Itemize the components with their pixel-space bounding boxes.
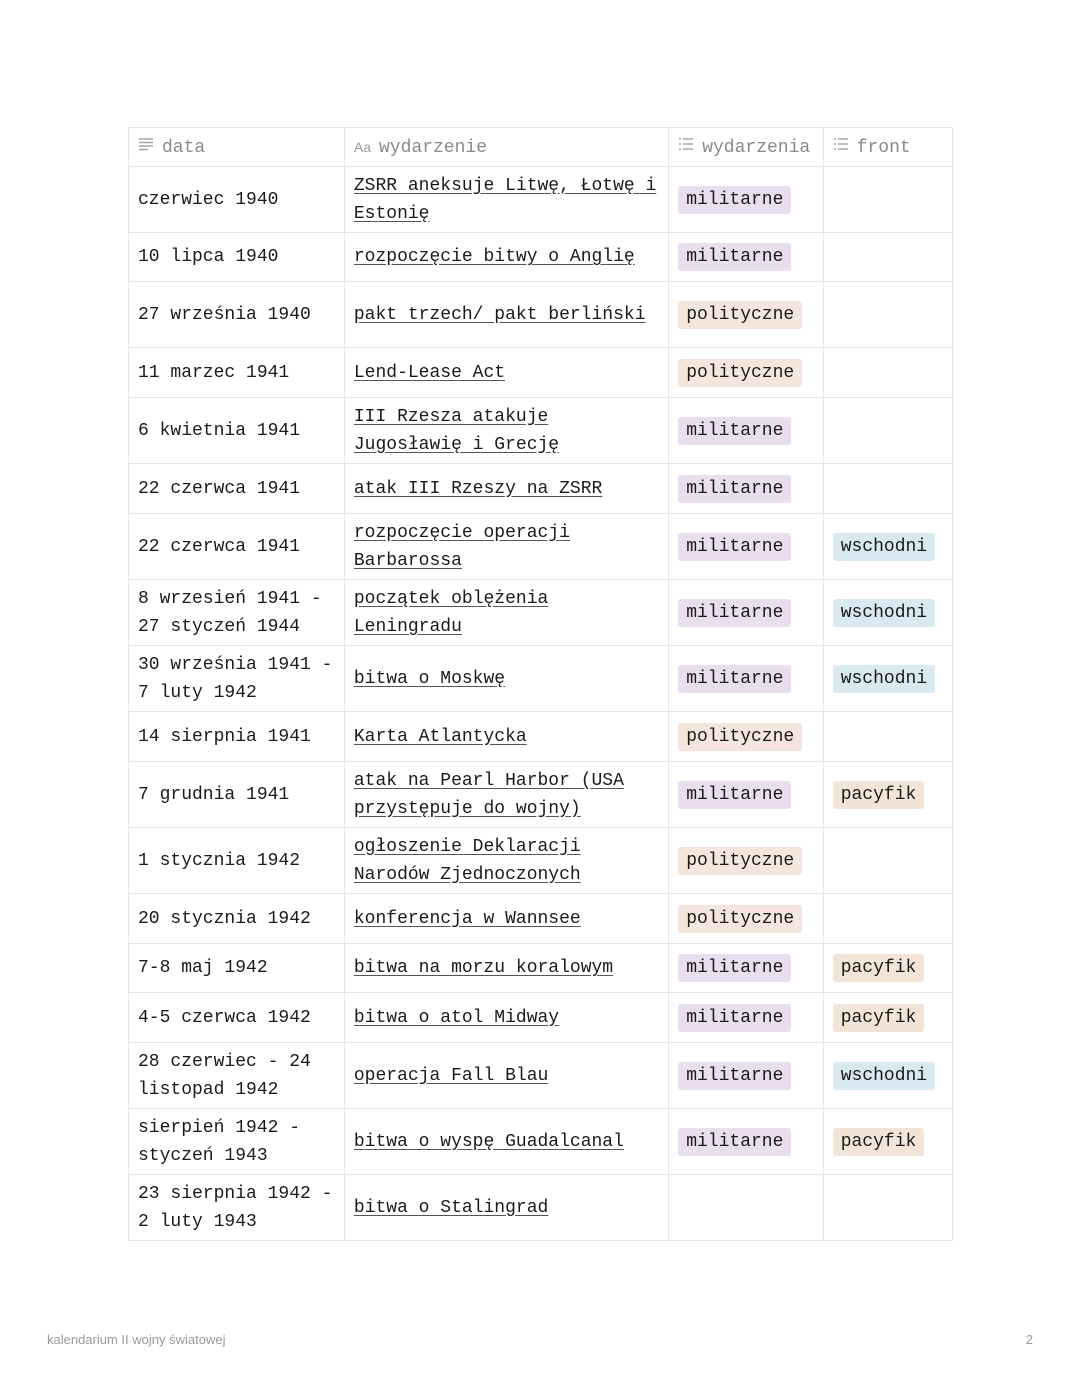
table-row: [129, 233, 953, 282]
front-tag[interactable]: pacyfik: [833, 1128, 925, 1156]
cell-type: [669, 1175, 824, 1241]
list-icon: [833, 133, 849, 161]
cell-type: [669, 712, 824, 762]
table-row: [129, 1043, 953, 1109]
cell-type: [669, 894, 824, 944]
cell-front: [823, 348, 952, 398]
table-row: [129, 894, 953, 944]
header-event[interactable]: [344, 128, 668, 167]
cell-front: [823, 233, 952, 282]
event-link[interactable]: III Rzesza atakuje Jugosławię i Grecję: [353, 406, 560, 455]
table-row: [129, 1109, 953, 1175]
table-row: [129, 348, 953, 398]
cell-event: [344, 712, 668, 762]
cell-type: [669, 514, 824, 580]
cell-event: [344, 894, 668, 944]
type-tag[interactable]: militarne: [678, 665, 791, 693]
title-property-icon: Aa: [353, 138, 371, 155]
cell-front: [823, 514, 952, 580]
table-row: [129, 646, 953, 712]
table-body: [129, 167, 953, 1241]
event-link[interactable]: operacja Fall Blau: [353, 1065, 549, 1086]
table-row: [129, 464, 953, 514]
cell-event: [344, 167, 668, 233]
cell-front: [823, 398, 952, 464]
cell-type: [669, 828, 824, 894]
header-date[interactable]: [129, 128, 345, 167]
event-link[interactable]: rozpoczęcie operacji Barbarossa: [353, 522, 570, 571]
cell-event: [344, 580, 668, 646]
table-row: [129, 762, 953, 828]
cell-date: 23 sierpnia 1942 - 2 luty 1943: [129, 1175, 345, 1241]
type-tag[interactable]: militarne: [678, 243, 791, 271]
cell-event: [344, 233, 668, 282]
cell-front: [823, 646, 952, 712]
front-tag[interactable]: wschodni: [833, 665, 935, 693]
cell-front: [823, 1043, 952, 1109]
cell-type: [669, 944, 824, 993]
event-link[interactable]: bitwa o Moskwę: [353, 668, 506, 689]
cell-date: 6 kwietnia 1941: [129, 398, 345, 464]
header-front[interactable]: [823, 128, 952, 167]
cell-type: [669, 580, 824, 646]
cell-date: 20 stycznia 1942: [129, 894, 345, 944]
type-tag[interactable]: militarne: [678, 1062, 791, 1090]
cell-front: [823, 894, 952, 944]
front-tag[interactable]: pacyfik: [833, 954, 925, 982]
cell-type: [669, 398, 824, 464]
cell-front: [823, 712, 952, 762]
cell-date: 22 czerwca 1941: [129, 464, 345, 514]
cell-date: 30 września 1941 - 7 luty 1942: [129, 646, 345, 712]
cell-type: [669, 993, 824, 1043]
front-tag[interactable]: wschodni: [833, 1062, 935, 1090]
type-tag[interactable]: militarne: [678, 1004, 791, 1032]
cell-type: [669, 282, 824, 348]
table-row: [129, 828, 953, 894]
cell-type: [669, 762, 824, 828]
cell-event: [344, 1175, 668, 1241]
type-tag[interactable]: polityczne: [678, 723, 802, 751]
header-event-label: wydarzenie: [378, 137, 488, 158]
cell-event: [344, 348, 668, 398]
type-tag[interactable]: militarne: [678, 599, 791, 627]
cell-event: [344, 993, 668, 1043]
table-row: [129, 580, 953, 646]
type-tag[interactable]: polityczne: [678, 905, 802, 933]
cell-date: 27 września 1940: [129, 282, 345, 348]
front-tag[interactable]: wschodni: [833, 533, 935, 561]
header-front-label: front: [856, 137, 911, 158]
cell-date: sierpień 1942 - styczeń 1943: [129, 1109, 345, 1175]
event-link[interactable]: bitwa na morzu koralowym: [353, 958, 614, 978]
events-table: [128, 127, 953, 1241]
cell-date: 11 marzec 1941: [129, 348, 345, 398]
table-row: [129, 514, 953, 580]
footer-page-number: 2: [1025, 1332, 1033, 1347]
header-type[interactable]: [669, 128, 824, 167]
event-link[interactable]: bitwa o wyspę Guadalcanal: [353, 1131, 624, 1152]
type-tag[interactable]: militarne: [678, 186, 791, 214]
footer-document-title: kalendarium II wojny światowej: [47, 1332, 226, 1347]
header-type-label: wydarzenia: [702, 137, 811, 158]
cell-front: [823, 464, 952, 514]
cell-front: [823, 167, 952, 233]
cell-front: [823, 828, 952, 894]
table-row: [129, 993, 953, 1043]
event-link[interactable]: bitwa o atol Midway: [353, 1007, 560, 1028]
event-link[interactable]: ogłoszenie Deklaracji Narodów Zjednoczonych: [353, 836, 581, 885]
cell-date: 10 lipca 1940: [129, 233, 345, 282]
cell-date: 1 stycznia 1942: [129, 828, 345, 894]
cell-event: [344, 282, 668, 348]
event-link[interactable]: rozpoczęcie bitwy o Anglię: [353, 247, 635, 267]
cell-front: [823, 580, 952, 646]
table-row: [129, 282, 953, 348]
type-tag[interactable]: militarne: [678, 1128, 791, 1156]
table-row: [129, 712, 953, 762]
type-tag[interactable]: militarne: [678, 954, 791, 982]
event-link[interactable]: bitwa o Stalingrad: [353, 1197, 549, 1218]
cell-type: [669, 1109, 824, 1175]
cell-front: [823, 1109, 952, 1175]
cell-type: [669, 1043, 824, 1109]
cell-event: [344, 944, 668, 993]
cell-date: 8 wrzesień 1941 - 27 styczeń 1944: [129, 580, 345, 646]
cell-event: [344, 1109, 668, 1175]
table-row: [129, 1175, 953, 1241]
type-tag[interactable]: polityczne: [678, 359, 802, 387]
header-date-label: data: [162, 137, 206, 158]
cell-type: [669, 464, 824, 514]
table-row: [129, 944, 953, 993]
cell-date: 14 sierpnia 1941: [129, 712, 345, 762]
front-tag[interactable]: pacyfik: [833, 1004, 925, 1032]
front-tag[interactable]: pacyfik: [833, 781, 925, 809]
cell-date: 22 czerwca 1941: [129, 514, 345, 580]
cell-event: [344, 762, 668, 828]
cell-event: [344, 1043, 668, 1109]
type-tag[interactable]: militarne: [678, 533, 791, 561]
list-icon: [678, 133, 694, 161]
table-row: [129, 167, 953, 233]
cell-front: [823, 762, 952, 828]
cell-event: [344, 398, 668, 464]
cell-front: [823, 944, 952, 993]
front-tag[interactable]: wschodni: [833, 599, 935, 627]
cell-date: 7-8 maj 1942: [129, 944, 345, 993]
cell-type: [669, 348, 824, 398]
cell-event: [344, 646, 668, 712]
event-link[interactable]: początek oblężenia Leningradu: [353, 588, 549, 637]
cell-date: 7 grudnia 1941: [129, 762, 345, 828]
event-link[interactable]: atak na Pearl Harbor (USA przystępuje do wojny): [353, 770, 624, 819]
event-link[interactable]: atak III Rzeszy na ZSRR: [353, 478, 603, 499]
cell-type: [669, 167, 824, 233]
event-link[interactable]: Lend-Lease Act: [353, 362, 506, 383]
event-link[interactable]: ZSRR aneksuje Litwę, Łotwę i Estonię: [353, 175, 657, 224]
cell-event: [344, 514, 668, 580]
type-tag[interactable]: polityczne: [678, 301, 802, 329]
cell-front: [823, 993, 952, 1043]
event-link[interactable]: pakt trzech/ pakt berliński: [353, 304, 646, 325]
event-link[interactable]: konferencja w Wannsee: [353, 908, 581, 929]
cell-front: [823, 282, 952, 348]
cell-event: [344, 464, 668, 514]
text-lines-icon: [138, 133, 154, 161]
type-tag[interactable]: militarne: [678, 417, 791, 445]
type-tag[interactable]: polityczne: [678, 847, 802, 875]
type-tag[interactable]: militarne: [678, 475, 791, 503]
cell-date: 4-5 czerwca 1942: [129, 993, 345, 1043]
cell-date: czerwiec 1940: [129, 167, 345, 233]
cell-front: [823, 1175, 952, 1241]
cell-type: [669, 233, 824, 282]
cell-type: [669, 646, 824, 712]
table-row: [129, 398, 953, 464]
event-link[interactable]: Karta Atlantycka: [353, 726, 527, 747]
type-tag[interactable]: militarne: [678, 781, 791, 809]
table-header-row: [129, 128, 953, 167]
cell-date: 28 czerwiec - 24 listopad 1942: [129, 1043, 345, 1109]
cell-event: [344, 828, 668, 894]
